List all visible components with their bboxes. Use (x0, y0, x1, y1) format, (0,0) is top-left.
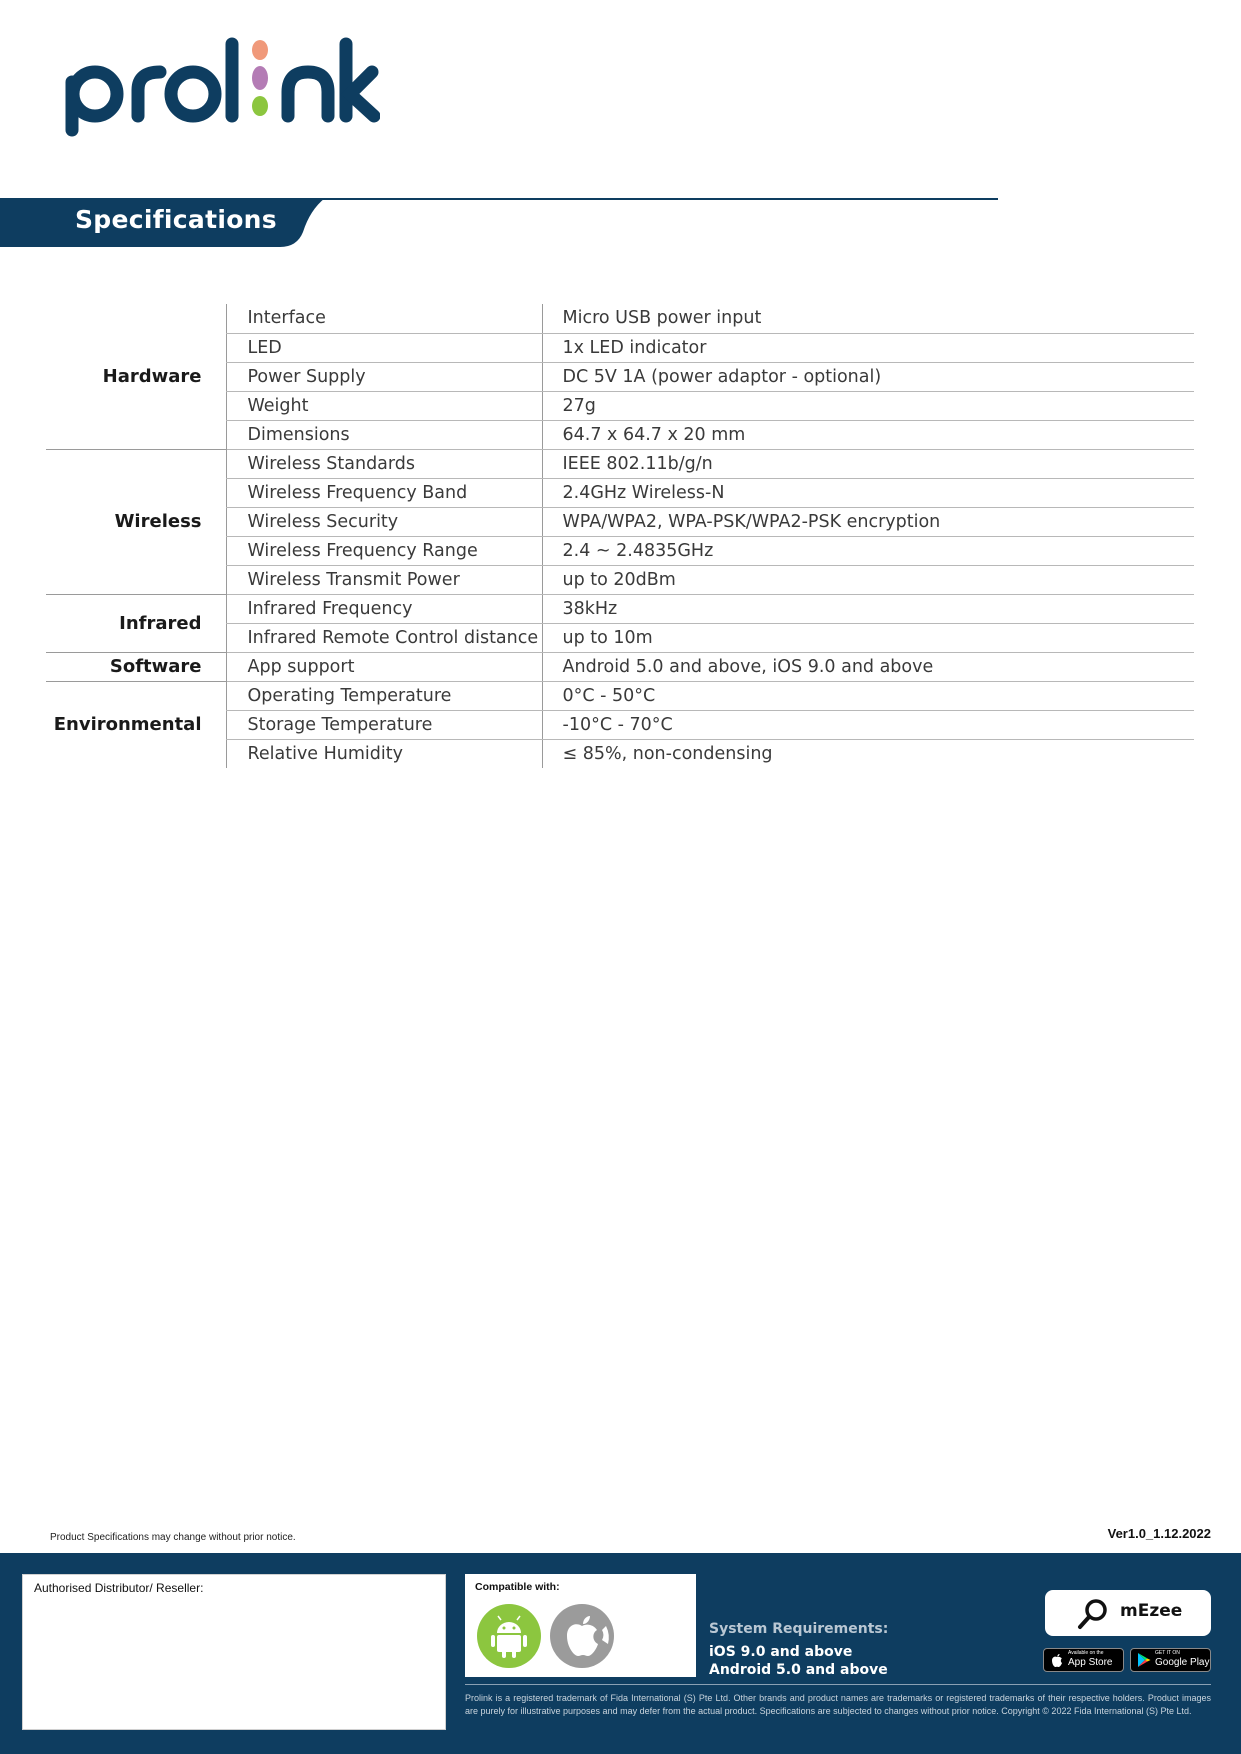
app-store-badge[interactable] (1043, 1648, 1124, 1672)
spec-category: Environmental (53, 714, 202, 736)
spec-feature: App support (226, 652, 542, 681)
apple-logo-icon (1049, 1652, 1065, 1668)
spec-value: 38kHz (542, 594, 1194, 623)
system-requirement-ios: iOS 9.0 and above (709, 1644, 853, 1660)
spec-feature: Infrared Frequency (226, 594, 542, 623)
section-title: Specifications (75, 205, 277, 234)
app-store-small: Available on the (1068, 1650, 1104, 1656)
spec-value: -10°C - 70°C (542, 710, 1194, 739)
spec-feature: Wireless Transmit Power (226, 565, 542, 594)
spec-feature: Wireless Frequency Range (226, 536, 542, 565)
version-label: Ver1.0_1.12.2022 (1107, 1526, 1211, 1541)
spec-category: Infrared (46, 594, 226, 652)
table-row (46, 681, 1194, 710)
spec-feature: Relative Humidity (226, 739, 542, 768)
spec-value: IEEE 802.11b/g/n (542, 449, 1194, 478)
spec-feature: Operating Temperature (226, 681, 542, 710)
spec-category: Software (46, 652, 226, 681)
compatible-label: Compatible with: (475, 1581, 560, 1593)
mezee-app-name: mEzee (1120, 1601, 1183, 1621)
distributor-box (22, 1574, 446, 1730)
spec-value: up to 20dBm (542, 565, 1194, 594)
distributor-label: Authorised Distributor/ Reseller: (34, 1581, 204, 1595)
spec-feature: Weight (226, 391, 542, 420)
spec-value: WPA/WPA2, WPA-PSK/WPA2-PSK encryption (542, 507, 1194, 536)
google-play-icon (1136, 1652, 1152, 1668)
spec-value: up to 10m (542, 623, 1194, 652)
spec-category: Hardware (46, 304, 226, 449)
table-row (46, 652, 1194, 681)
search-icon (1075, 1597, 1109, 1631)
spec-feature: Dimensions (226, 420, 542, 449)
spec-value: 0°C - 50°C (542, 681, 1194, 710)
spec-feature: Infrared Remote Control distance (226, 623, 542, 652)
spec-notice: Product Specifications may change without prior notice. (50, 1532, 296, 1543)
android-icon (477, 1604, 541, 1668)
apple-icon (550, 1604, 614, 1668)
spec-value: DC 5V 1A (power adaptor - optional) (542, 362, 1194, 391)
spec-feature: Wireless Standards (226, 449, 542, 478)
spec-table (46, 304, 1194, 768)
mezee-app-badge (1045, 1590, 1211, 1636)
spec-feature: Interface (226, 304, 542, 333)
spec-category: Wireless (46, 449, 226, 594)
spec-value: Micro USB power input (542, 304, 1194, 333)
table-row (46, 449, 1194, 478)
legal-text: Prolink is a registered trademark of Fida International (S) Pte Ltd. Other brands and product names are trademarks or registered trademarks of their respective holders. Product images are purely for illustrative purposes and may defer from the actual product. Specifications are subjected to changes without prior notice. Copyright © 2022 Fida International (S) Pte Ltd. (465, 1693, 1211, 1716)
spec-value: Android 5.0 and above, iOS 9.0 and above (542, 652, 1194, 681)
spec-value: 2.4 ~ 2.4835GHz (542, 536, 1194, 565)
spec-feature: Wireless Security (226, 507, 542, 536)
spec-feature: Storage Temperature (226, 710, 542, 739)
prolink-logo (60, 30, 380, 140)
google-play-big: Google Play (1155, 1657, 1210, 1668)
system-requirements-title: System Requirements: (709, 1621, 889, 1637)
spec-value: ≤ 85%, non-condensing (542, 739, 1194, 768)
spec-value: 64.7 x 64.7 x 20 mm (542, 420, 1194, 449)
compatible-box (465, 1574, 696, 1677)
google-play-small: GET IT ON (1155, 1650, 1180, 1656)
header-rule (300, 198, 998, 200)
spec-value: 1x LED indicator (542, 333, 1194, 362)
spec-value: 27g (542, 391, 1194, 420)
spec-value: 2.4GHz Wireless-N (542, 478, 1194, 507)
spec-feature: Power Supply (226, 362, 542, 391)
system-requirement-android: Android 5.0 and above (709, 1662, 888, 1678)
footer-divider (465, 1684, 1211, 1685)
spec-feature: LED (226, 333, 542, 362)
app-store-big: App Store (1068, 1657, 1113, 1668)
table-row (46, 304, 1194, 333)
spec-feature: Wireless Frequency Band (226, 478, 542, 507)
google-play-badge[interactable] (1130, 1648, 1211, 1672)
system-requirements (709, 1621, 888, 1679)
table-row (46, 594, 1194, 623)
